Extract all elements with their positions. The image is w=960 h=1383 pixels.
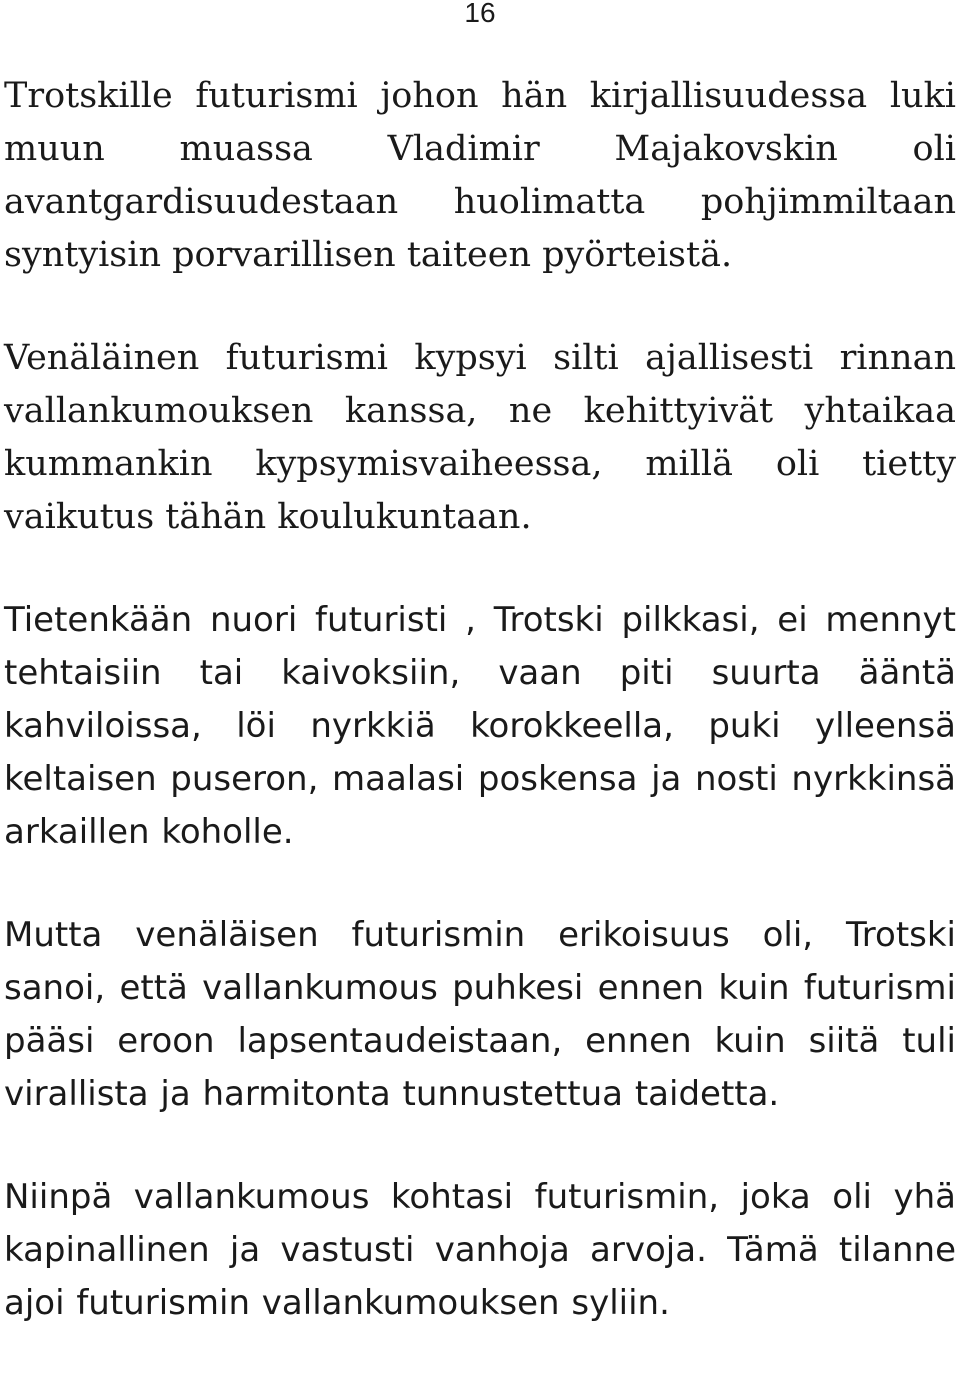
page-number-text: 16 (464, 0, 496, 28)
paragraph-4: Mutta venäläisen futurismin erikoisuus oli, Trotski sanoi, että vallankumous puhkesi ennen kuin futurismi pääsi eroon lapsentaudeistaan, ennen kuin siitä tuli virallista ja harmitonta tunnustettua taidetta. (4, 915, 956, 1114)
paragraph-2: Venäläinen futurismi kypsyi silti ajallisesti rinnan vallankumouksen kanssa, ne kehittyivät yhtaikaa kummankin kypsymisvaiheessa, millä oli tietty vaikutus tähän koulukuntaan. (4, 338, 956, 537)
paragraph-3: Tietenkään nuori futuristi , Trotski pilkkasi, ei mennyt tehtaisiin tai kaivoksiin, vaan piti suurta ääntä kahviloissa, löi nyrkkiä korokkeella, puki ylleensä keltaisen puseron, maalasi poskensa ja nosti nyrkkinsä arkaillen koholle. (4, 600, 956, 852)
paragraph-1: Trotskille futurismi johon hän kirjallisuudessa luki muun muassa Vladimir Majakovskin oli avantgardisuudestaan huolimatta pohjimmiltaan syntyisin porvarillisen taiteen pyörteistä. (4, 76, 956, 275)
page-number (0, 0, 960, 28)
document-body (4, 70, 956, 1380)
paragraph-5: Niinpä vallankumous kohtasi futurismin, joka oli yhä kapinallinen ja vastusti vanhoja arvoja. Tämä tilanne ajoi futurismin vallankumouksen syliin. (4, 1177, 956, 1323)
